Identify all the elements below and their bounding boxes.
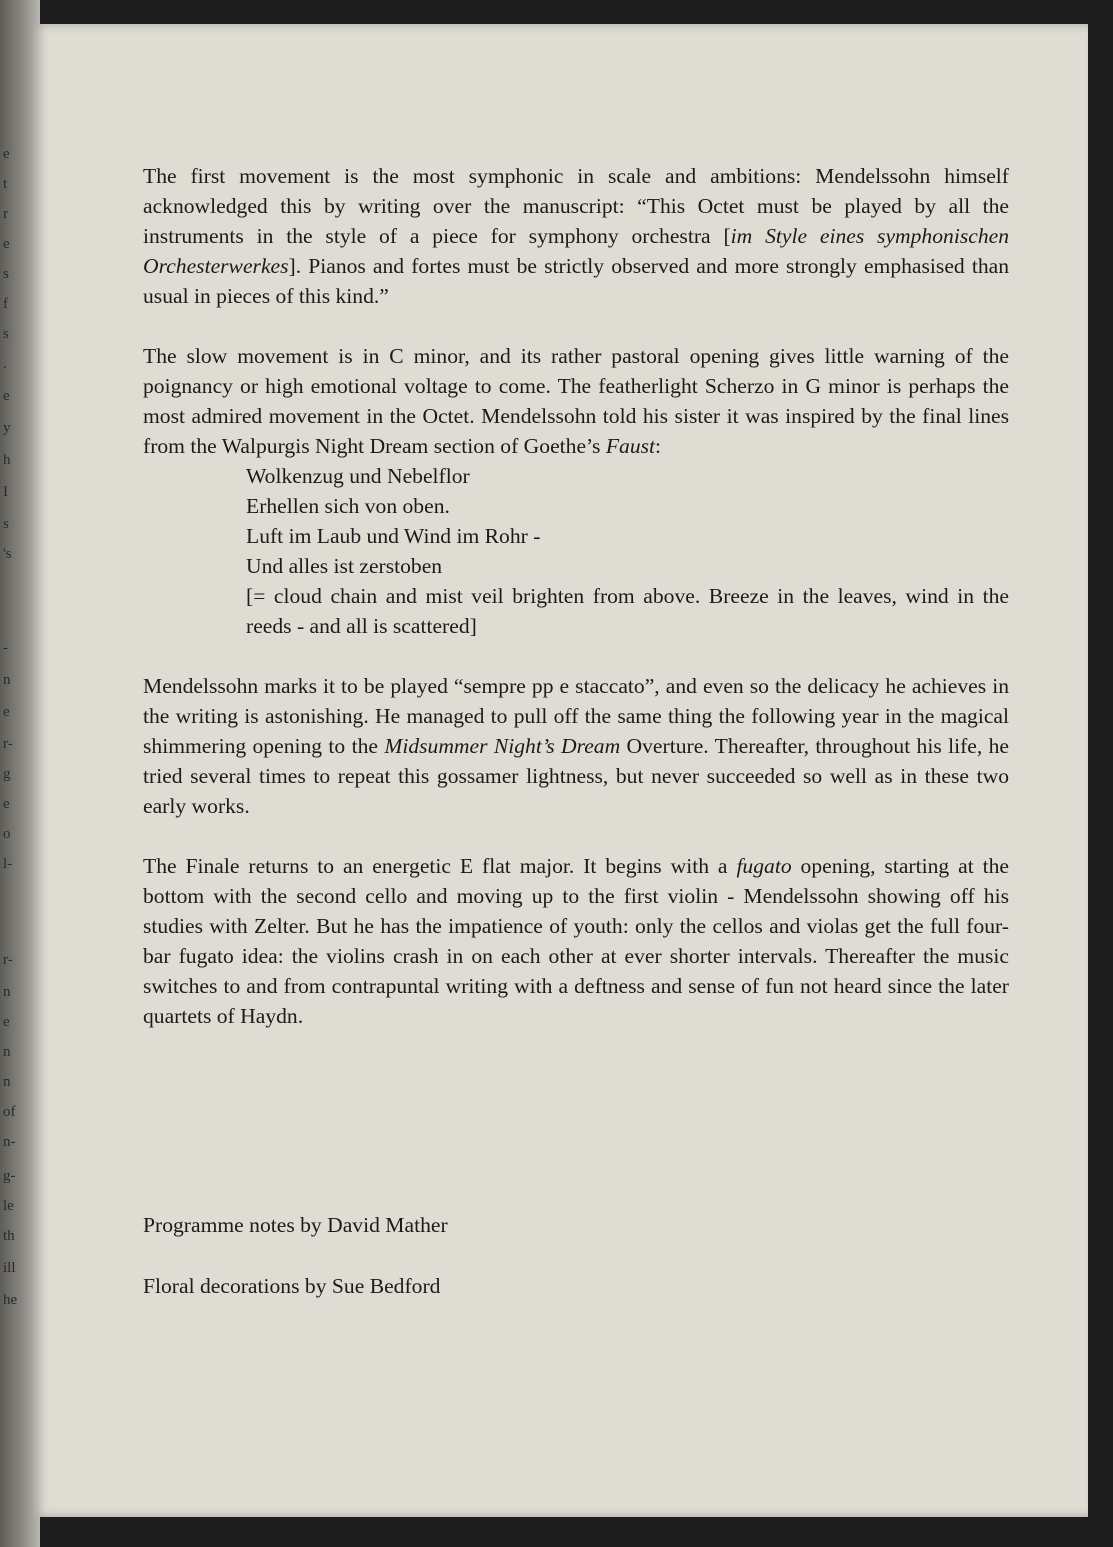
margin-glyph: e — [3, 1014, 10, 1030]
programme-notes-credit: Programme notes by David Mather — [143, 1213, 448, 1237]
margin-glyph: s — [3, 326, 9, 342]
italic-title-midsummer: Midsummer Night’s Dream — [384, 734, 621, 758]
margin-glyph: f — [3, 296, 8, 312]
margin-glyph: th — [3, 1228, 15, 1244]
margin-glyph: e — [3, 704, 10, 720]
margin-glyph: e — [3, 796, 10, 812]
margin-glyph: g — [3, 766, 11, 782]
margin-glyph: r- — [3, 952, 13, 968]
margin-glyph: t — [3, 176, 8, 192]
document-page — [33, 24, 1088, 1517]
margin-glyph: n- — [3, 1134, 16, 1150]
margin-glyph: r- — [3, 736, 13, 752]
margin-glyph: n — [3, 1074, 11, 1090]
margin-glyph: e — [3, 146, 10, 162]
paragraph-text: The first movement is the most symphonic in scale and ambitions: Mendelssohn himself acknowledged this by writing over the manuscript: “This Octet must be played by all the instruments in the style of a piece for symphony orchestra [ — [143, 164, 1009, 248]
italic-title-faust: Faust — [605, 434, 656, 458]
margin-glyph: h — [3, 452, 11, 468]
poem-translation: [= cloud chain and mist veil brighten from above. Breeze in the leaves, wind in the reeds - and all is scattered] — [246, 584, 1009, 638]
margin-glyph: 's — [3, 546, 12, 562]
paragraph-text: The Finale returns to an energetic E flat major. It begins with a — [143, 854, 737, 878]
margin-glyph: n — [3, 984, 11, 1000]
italic-fugato: fugato — [736, 854, 792, 878]
paragraph-text: opening, starting at the bottom with the second cello and moving up to the first violin - Mendelssohn showing off his studies with Zelter. But he has the impatience of youth: only the cellos and violas get the full four-bar fugato idea: the violins crash in on each other at ever shorter intervals. Thereafter the music switches to and from contrapuntal writing with a deftness and sense of fun not heard since the later quartets of Haydn. — [143, 854, 1009, 1028]
margin-glyph: - — [3, 640, 8, 656]
margin-glyph: s — [3, 266, 9, 282]
margin-glyph: o — [3, 826, 11, 842]
paragraph-text: Mendelssohn marks it to be played “sempre pp e staccato”, and even so the delicacy he achieves in the writing is astonishing. He managed to pull off the same thing the following year in the magical shimmering opening to the — [143, 674, 1009, 758]
programme-notes-body — [143, 161, 1009, 1031]
paragraph-text: Overture. Thereafter, throughout his life, he tried several times to repeat this gossamer lightness, but never succeeded so well as in these two early works. — [143, 734, 1010, 818]
poem-line: Erhellen sich von oben. — [246, 494, 450, 518]
paragraph-text: : — [655, 434, 662, 458]
margin-glyph: l- — [3, 856, 13, 872]
margin-glyph: y — [3, 420, 11, 436]
margin-glyph: . — [3, 356, 7, 372]
poem-quotation — [246, 461, 1009, 641]
paragraph-text: The slow movement is in C minor, and its rather pastoral opening gives little warning of the poignancy or high emotional voltage to come. The featherlight Scherzo in G minor is perhaps the most admired movement in the Octet. Mendelssohn told his sister it was inspired by the final lines from the Walpurgis Night Dream section of Goethe’s — [143, 344, 1009, 458]
paragraph-slow-movement — [143, 341, 1009, 461]
margin-glyph: e — [3, 236, 10, 252]
paragraph-text: ]. Pianos and fortes must be strictly observed and more strongly emphasised than usual in pieces of this kind.” — [143, 254, 1009, 308]
italic-phrase: im Style eines symphonischen Orchesterwerkes — [143, 224, 1009, 278]
margin-glyph: I — [3, 484, 8, 500]
paragraph-scherzo — [143, 671, 1009, 821]
paragraph-finale — [143, 851, 1009, 1031]
poem-line: Und alles ist zerstoben — [246, 554, 443, 578]
margin-glyph: s — [3, 516, 9, 532]
margin-glyph: r — [3, 206, 8, 222]
poem-line: Luft im Laub und Wind im Rohr - — [246, 524, 541, 548]
margin-glyph: n — [3, 672, 11, 688]
margin-glyph: e — [3, 388, 10, 404]
margin-glyph: of — [3, 1104, 16, 1120]
margin-glyph: he — [3, 1292, 18, 1308]
margin-glyph: le — [3, 1198, 14, 1214]
margin-glyph: ill — [3, 1260, 16, 1276]
paragraph-first-movement — [143, 161, 1009, 311]
margin-glyph: g- — [3, 1168, 16, 1184]
poem-line: Wolkenzug und Nebelflor — [246, 464, 470, 488]
floral-decorations-credit: Floral decorations by Sue Bedford — [143, 1274, 441, 1298]
margin-glyph: n — [3, 1044, 11, 1060]
